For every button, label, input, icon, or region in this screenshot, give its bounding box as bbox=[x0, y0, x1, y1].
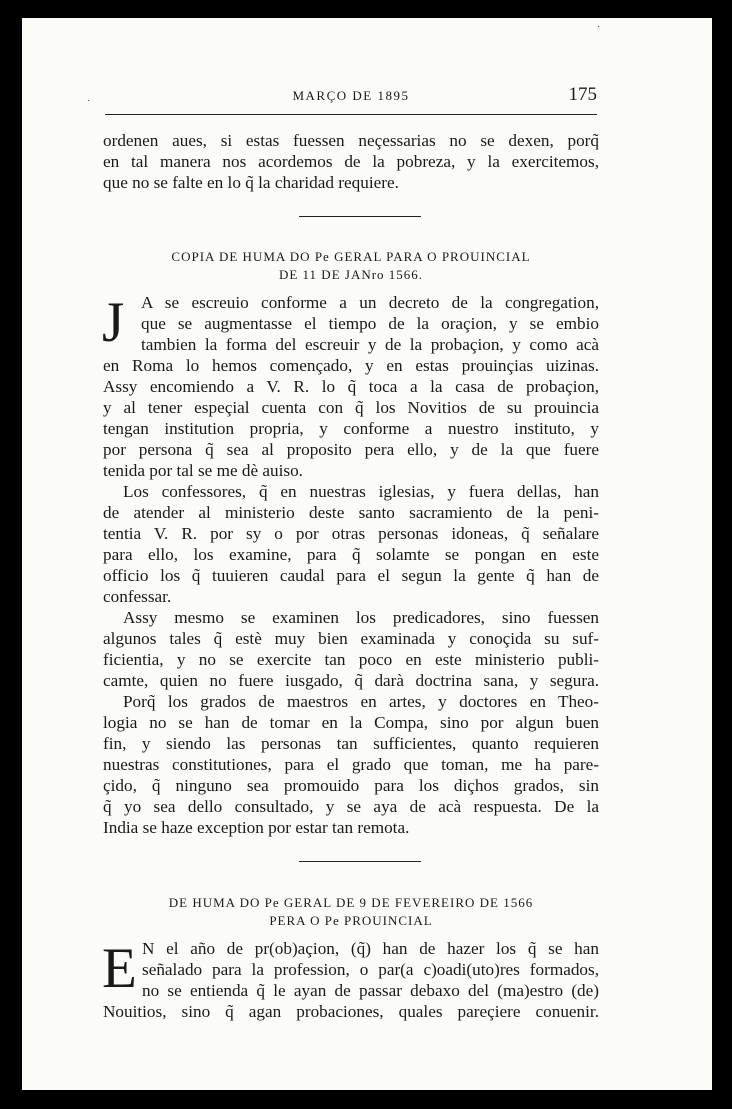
letter1-line: tenida por tal se me dè auiso. bbox=[103, 461, 303, 480]
letter1-line: de atender al ministerio deste santo sacramiento de la peni- bbox=[103, 503, 599, 522]
letter1-line: Assy mesmo se examinen los predicadores, sino fuessen bbox=[123, 608, 599, 627]
letter1-line: Los confessores, q̃ en nuestras iglesias, y fuera dellas, han bbox=[123, 482, 599, 501]
page-number: 175 bbox=[568, 84, 597, 105]
scan-speck: · bbox=[87, 96, 91, 107]
letter1-heading-line2: DE 11 DE JANro 1566. bbox=[278, 267, 424, 282]
letter1-drop-cap: J bbox=[102, 291, 125, 354]
letter1-line: çido, q̃ ninguno sea promouido para los diçhos grados, sin bbox=[103, 776, 599, 795]
letter1-line: Assy encomiendo a V. R. lo q̃ toca a la casa de probaçion, bbox=[103, 377, 599, 396]
letter1-line: ficientia, y no se exercite tan poco en este ministerio publi- bbox=[103, 650, 599, 669]
letter1-line: tambien la forma del escreuir y de la probaçion, y como acà bbox=[141, 335, 599, 354]
scan-speck: · bbox=[597, 22, 601, 33]
letter1-line: q̃ yo sea dello consultado, y se aya de acà respuesta. De la bbox=[103, 797, 599, 816]
intro-line: en tal manera nos acordemos de la pobreza, y la exercitemos, bbox=[103, 152, 599, 171]
letter1-line: y al tener espeçial cuenta con q̃ los Novitios de su prouincia bbox=[103, 398, 599, 417]
letter2-line: no se entienda q̃ le ayan de passar debaxo del (ma)estro (de) bbox=[142, 981, 599, 1000]
letter1-line: Porq̃ los grados de maestros en artes, y doctores en Theo- bbox=[123, 692, 599, 711]
letter2-heading-line2: PERA O Pe PROUINCIAL bbox=[269, 913, 433, 928]
letter1-line: confessar. bbox=[103, 587, 172, 606]
letter1-line: camte, quien no fuere iusgado, q̃ darà doctrina sana, y segura. bbox=[103, 671, 599, 690]
letter2-line: señalado para la profession, o par(a c)oadi(uto)res formados, bbox=[142, 960, 599, 979]
letter1-line: algunos tales q̃ estè muy bien examinada y conoçida su suf- bbox=[103, 629, 599, 648]
running-header bbox=[105, 82, 597, 112]
letter1-line: nuestras constitutiones, para el grado que toman, me ha pare- bbox=[103, 755, 599, 774]
letter2-line: N el año de pr(ob)açion, (q̃) han de hazer los q̃ se han bbox=[142, 939, 599, 958]
header-rule bbox=[105, 114, 597, 115]
letter2-heading-line1: DE HUMA DO Pe GERAL DE 9 DE FEVEREIRO DE 1566 bbox=[168, 895, 534, 910]
letter1-line: que se augmentasse el tiempo de la oraçion, y se embio bbox=[141, 314, 599, 333]
letter1-line: en Roma lo hemos començado, y en estas prouinçias uizinas. bbox=[103, 356, 599, 375]
letter1-line: India se haze exception por estar tan remota. bbox=[103, 818, 410, 837]
letter1-line: logia no se han de tomar en la Compa, sino por algun buen bbox=[103, 713, 599, 732]
section-divider bbox=[299, 216, 421, 217]
header-title: MARÇO DE 1895 bbox=[292, 88, 410, 103]
section-divider bbox=[299, 861, 421, 862]
letter1-heading-line1: COPIA DE HUMA DO Pe GERAL PARA O PROUINCIAL bbox=[171, 249, 531, 264]
letter2-drop-cap: E bbox=[102, 937, 137, 1000]
letter1-line: fin, y siendo las personas tan sufficientes, quanto requieren bbox=[103, 734, 599, 753]
letter1-line: A se escreuio conforme a un decreto de la congregation, bbox=[141, 293, 599, 312]
letter1-line: tengan institution propria, y conforme a nuestro instituto, y bbox=[103, 419, 599, 438]
letter2-line: Nouitios, sino q̃ agan probaciones, quales pareçiere conuenir. bbox=[103, 1002, 599, 1021]
book-page bbox=[22, 18, 712, 1090]
intro-line: ordenen aues, si estas fuessen neçessarias no se dexen, porq̃ bbox=[103, 131, 599, 150]
letter1-line: para ello, los examine, para q̃ solamte se pongan en este bbox=[103, 545, 599, 564]
intro-line: que no se falte en lo q̃ la charidad requiere. bbox=[103, 173, 399, 192]
letter1-line: tentia V. R. por sy o por otras personas idoneas, q̃ señalare bbox=[103, 524, 599, 543]
letter1-line: por persona q̃ sea al proposito pera ello, y de la que fuere bbox=[103, 440, 599, 459]
letter1-line: officio los q̃ tuuieren caudal para el segun la gente q̃ han de bbox=[103, 566, 599, 585]
